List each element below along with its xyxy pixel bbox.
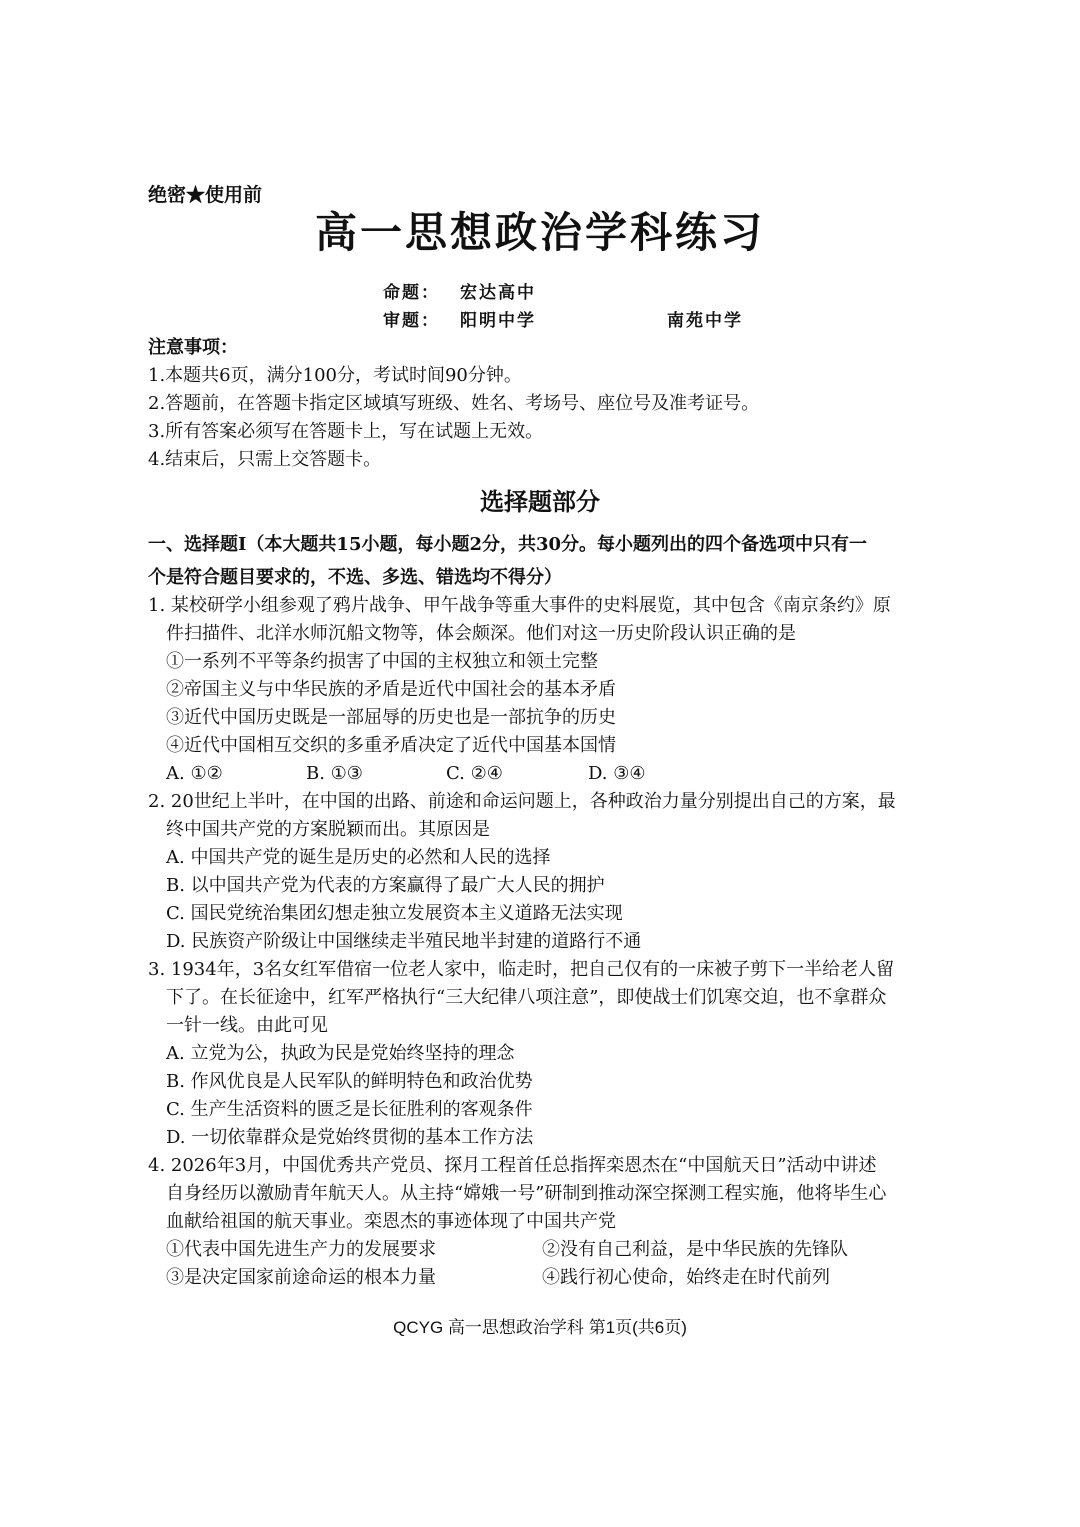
part-intro-line: 个是符合题目要求的，不选、多选、错选均不得分） — [148, 567, 562, 588]
option-a: A. ①② — [166, 763, 223, 784]
option-a: A. 立党为公，执政为民是党始终坚持的理念 — [166, 1043, 515, 1064]
page-title: 高一思想政治学科练习 — [314, 208, 765, 257]
reviewer-name-2: 南苑中学 — [667, 311, 743, 331]
reviewer-name-1: 阳明中学 — [460, 311, 536, 331]
notice-heading: 注意事项： — [148, 337, 238, 358]
option-d: D. 民族资产阶级让中国继续走半殖民地半封建的道路行不通 — [166, 931, 642, 952]
statement: ④践行初心使命，始终走在时代前列 — [542, 1267, 830, 1288]
reviewer-label: 审题： — [383, 311, 440, 331]
statement: ②没有自己利益，是中华民族的先锋队 — [542, 1239, 848, 1260]
option-c: C. ②④ — [446, 763, 503, 784]
statement: ①一系列不平等条约损害了中国的主权独立和领土完整 — [166, 651, 598, 672]
statement: ②帝国主义与中华民族的矛盾是近代中国社会的基本矛盾 — [166, 679, 616, 700]
question-stem-line: 4. 2026年3月，中国优秀共产党员、探月工程首任总指挥栾恩杰在“中国航天日”活动中讲述 — [148, 1155, 877, 1176]
notice-item: 4.结束后，只需上交答题卡。 — [148, 449, 382, 470]
question-stem-line: 一针一线。由此可见 — [166, 1015, 328, 1036]
option-d: D. 一切依靠群众是党始终贯彻的基本工作方法 — [166, 1127, 534, 1148]
confidential-mark: 绝密★使用前 — [148, 184, 263, 206]
question-stem-line: 2. 20世纪上半叶，在中国的出路、前途和命运问题上，各种政治力量分别提出自己的方案，最 — [148, 791, 896, 812]
question-stem-line: 自身经历以激励青年航天人。从主持“嫦娥一号”研制到推动深空探测工程实施，他将毕生心 — [166, 1183, 887, 1204]
setter-name: 宏达高中 — [460, 283, 536, 303]
setter-label: 命题： — [383, 283, 440, 303]
option-d: D. ③④ — [588, 763, 646, 784]
question-stem-line: 1. 某校研学小组参观了鸦片战争、甲午战争等重大事件的史料展览，其中包含《南京条约》原 — [148, 595, 891, 616]
notice-item: 2.答题前，在答题卡指定区域填写班级、姓名、考场号、座位号及准考证号。 — [148, 393, 760, 414]
question-stem-line: 件扫描件、北洋水师沉船文物等，体会颇深。他们对这一历史阶段认识正确的是 — [166, 623, 796, 644]
statement: ③近代中国历史既是一部屈辱的历史也是一部抗争的历史 — [166, 707, 616, 728]
statement: ③是决定国家前途命运的根本力量 — [166, 1267, 436, 1288]
section-title: 选择题部分 — [480, 487, 600, 516]
statement: ④近代中国相互交织的多重矛盾决定了近代中国基本国情 — [166, 735, 616, 756]
question-stem-line: 下了。在长征途中，红军严格执行“三大纪律八项注意”，即使战士们饥寒交迫，也不拿群众 — [166, 987, 887, 1008]
question-stem-line: 终中国共产党的方案脱颖而出。其原因是 — [166, 819, 490, 840]
option-b: B. ①③ — [306, 763, 363, 784]
page-footer: QCYG 高一思想政治学科 第1页(共6页) — [393, 1318, 687, 1337]
question-stem-line: 3. 1934年，3名女红军借宿一位老人家中，临走时，把自己仅有的一床被子剪下一半给老人留 — [148, 959, 895, 980]
option-c: C. 生产生活资料的匮乏是长征胜利的客观条件 — [166, 1099, 533, 1120]
notice-item: 3.所有答案必须写在答题卡上，写在试题上无效。 — [148, 421, 544, 442]
notice-item: 1.本题共6页，满分100分，考试时间90分钟。 — [148, 365, 522, 386]
question-stem-line: 血献给祖国的航天事业。栾恩杰的事迹体现了中国共产党 — [166, 1211, 616, 1232]
part-intro-line: 一、选择题Ⅰ（本大题共15小题，每小题2分，共30分。每小题列出的四个备选项中只有一 — [148, 534, 868, 555]
statement: ①代表中国先进生产力的发展要求 — [166, 1239, 436, 1260]
option-b: B. 作风优良是人民军队的鲜明特色和政治优势 — [166, 1071, 533, 1092]
option-a: A. 中国共产党的诞生是历史的必然和人民的选择 — [166, 847, 551, 868]
option-c: C. 国民党统治集团幻想走独立发展资本主义道路无法实现 — [166, 903, 623, 924]
option-b: B. 以中国共产党为代表的方案赢得了最广大人民的拥护 — [166, 875, 605, 896]
